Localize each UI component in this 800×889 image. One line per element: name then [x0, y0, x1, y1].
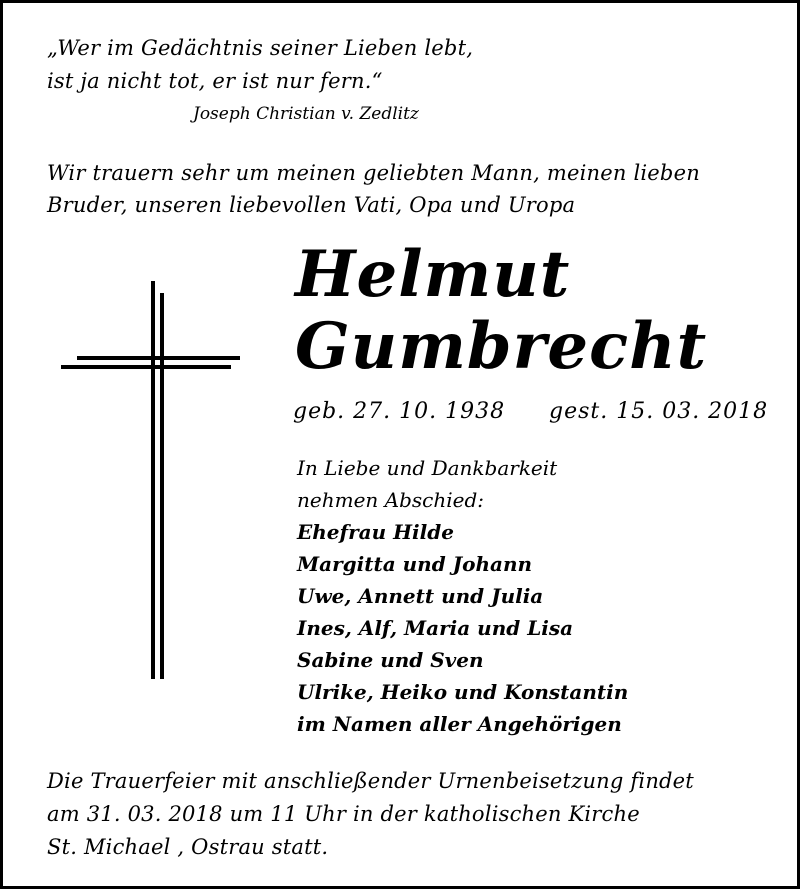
cross-vertical-line-left	[151, 281, 155, 679]
mourner-name: Ulrike, Heiko und Konstantin	[297, 680, 629, 704]
deceased-last-name: Gumbrecht	[295, 309, 708, 384]
cross-horizontal-line-bottom	[61, 365, 231, 369]
mourner-name: im Namen aller Angehörigen	[297, 712, 622, 736]
mourner-name: Ehefrau Hilde	[297, 520, 454, 544]
mourners-intro-line-2: nehmen Abschied:	[297, 488, 485, 512]
mourner-name: Ines, Alf, Maria und Lisa	[297, 616, 574, 640]
birth-date: geb. 27. 10. 1938	[293, 399, 506, 424]
cross-horizontal-line-top	[77, 356, 240, 360]
intro-line-2: Bruder, unseren liebevollen Vati, Opa und Uropa	[47, 193, 576, 217]
funeral-line-2: am 31. 03. 2018 um 11 Uhr in der katholischen Kirche	[47, 802, 640, 826]
cross-symbol	[61, 281, 243, 681]
funeral-line-3: St. Michael , Ostrau statt.	[47, 835, 329, 859]
quote-line-1: „Wer im Gedächtnis seiner Lieben lebt,	[47, 36, 474, 60]
funeral-line-1: Die Trauerfeier mit anschließender Urnenbeisetzung findet	[47, 769, 694, 793]
mourner-name: Uwe, Annett und Julia	[297, 584, 544, 608]
mourners-intro-line-1: In Liebe und Dankbarkeit	[297, 456, 558, 480]
mourners-block	[297, 452, 628, 740]
intro-line-1: Wir trauern sehr um meinen geliebten Mann, meinen lieben	[47, 161, 700, 185]
mourner-name: Sabine und Sven	[297, 648, 484, 672]
death-date: gest. 15. 03. 2018	[549, 399, 769, 424]
deceased-first-name: Helmut	[295, 237, 571, 312]
mourner-name: Margitta und Johann	[297, 552, 533, 576]
quote-line-2: ist ja nicht tot, er ist nur fern.“	[47, 69, 383, 93]
cross-vertical-line-right	[160, 293, 164, 679]
quote-author: Joseph Christian v. Zedlitz	[193, 104, 419, 124]
